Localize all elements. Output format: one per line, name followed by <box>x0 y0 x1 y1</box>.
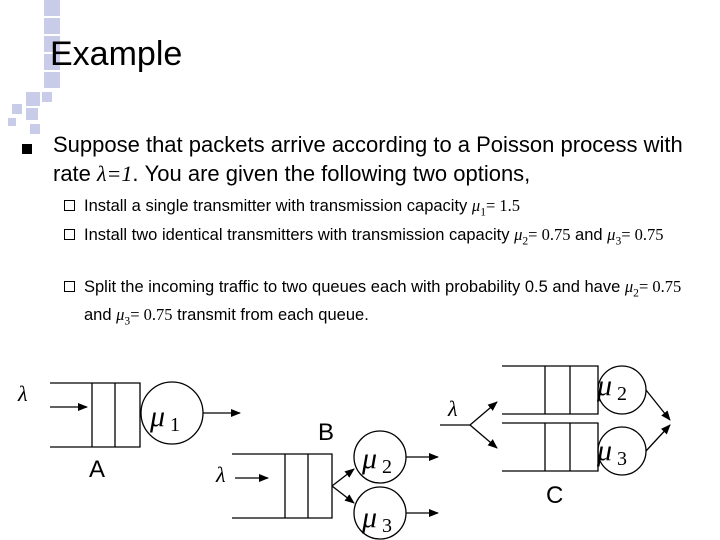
mu-symbol: μ <box>624 277 634 296</box>
mu-label: μ <box>150 400 166 433</box>
label-a: A <box>89 456 106 483</box>
mu-label: μ <box>362 442 378 475</box>
mu-sub-label: 2 <box>617 383 627 405</box>
mu-sub-label: 2 <box>382 456 392 478</box>
main-text-part1: Suppose that packets arrive according to a Poisson process with rate <box>53 132 683 186</box>
capacity-value: = 0.75 <box>528 225 571 244</box>
label-b: B <box>318 419 335 446</box>
mu-subscript: 2 <box>522 235 529 248</box>
mu-subscript: 2 <box>633 287 639 300</box>
mu-subscript: 1 <box>480 206 486 219</box>
capacity-value: = 0.75 <box>621 225 664 244</box>
mu-sub-label: 1 <box>170 414 180 436</box>
label-c: C <box>546 482 564 509</box>
mu-subscript: 3 <box>615 235 622 248</box>
queue-b <box>232 454 332 518</box>
option-3-and: and <box>84 306 117 325</box>
lambda-label-c: λ <box>448 396 458 421</box>
queue-a <box>50 383 140 447</box>
mu-subscript: 3 <box>124 315 131 328</box>
mu-symbol: μ <box>514 225 523 244</box>
page-title: Example <box>50 35 183 73</box>
queue-c-bottom <box>502 423 598 471</box>
mu-symbol: μ <box>471 196 481 215</box>
lambda-label-a: λ <box>18 381 28 406</box>
mu-symbol: μ <box>116 305 125 325</box>
option-3-tail: transmit from each queue. <box>172 306 369 325</box>
mu-symbol: μ <box>607 225 616 244</box>
mu-label: μ <box>597 434 613 467</box>
mu-sub-label: 3 <box>617 448 627 470</box>
option-2-text: Install two identical transmitters with transmission capacity <box>84 226 515 244</box>
lambda-value: λ=1 <box>97 161 133 186</box>
queue-c-top <box>502 366 598 414</box>
capacity-value: = 0.75 <box>638 277 682 296</box>
capacity-value: = 1.5 <box>485 196 521 215</box>
lambda-label-b: λ <box>216 462 226 487</box>
capacity-value: = 0.75 <box>130 305 173 325</box>
option-2-and: and <box>570 226 608 244</box>
option-1-text: Install a single transmitter with transmission capacity <box>84 197 472 215</box>
option-3-text: Split the incoming traffic to two queues each with probability 0.5 and have <box>84 278 625 296</box>
mu-label: μ <box>597 369 613 402</box>
mu-sub-label: 3 <box>382 515 392 537</box>
mu-label: μ <box>362 501 378 534</box>
main-text-part2: . You are given the following two options, <box>132 161 531 186</box>
